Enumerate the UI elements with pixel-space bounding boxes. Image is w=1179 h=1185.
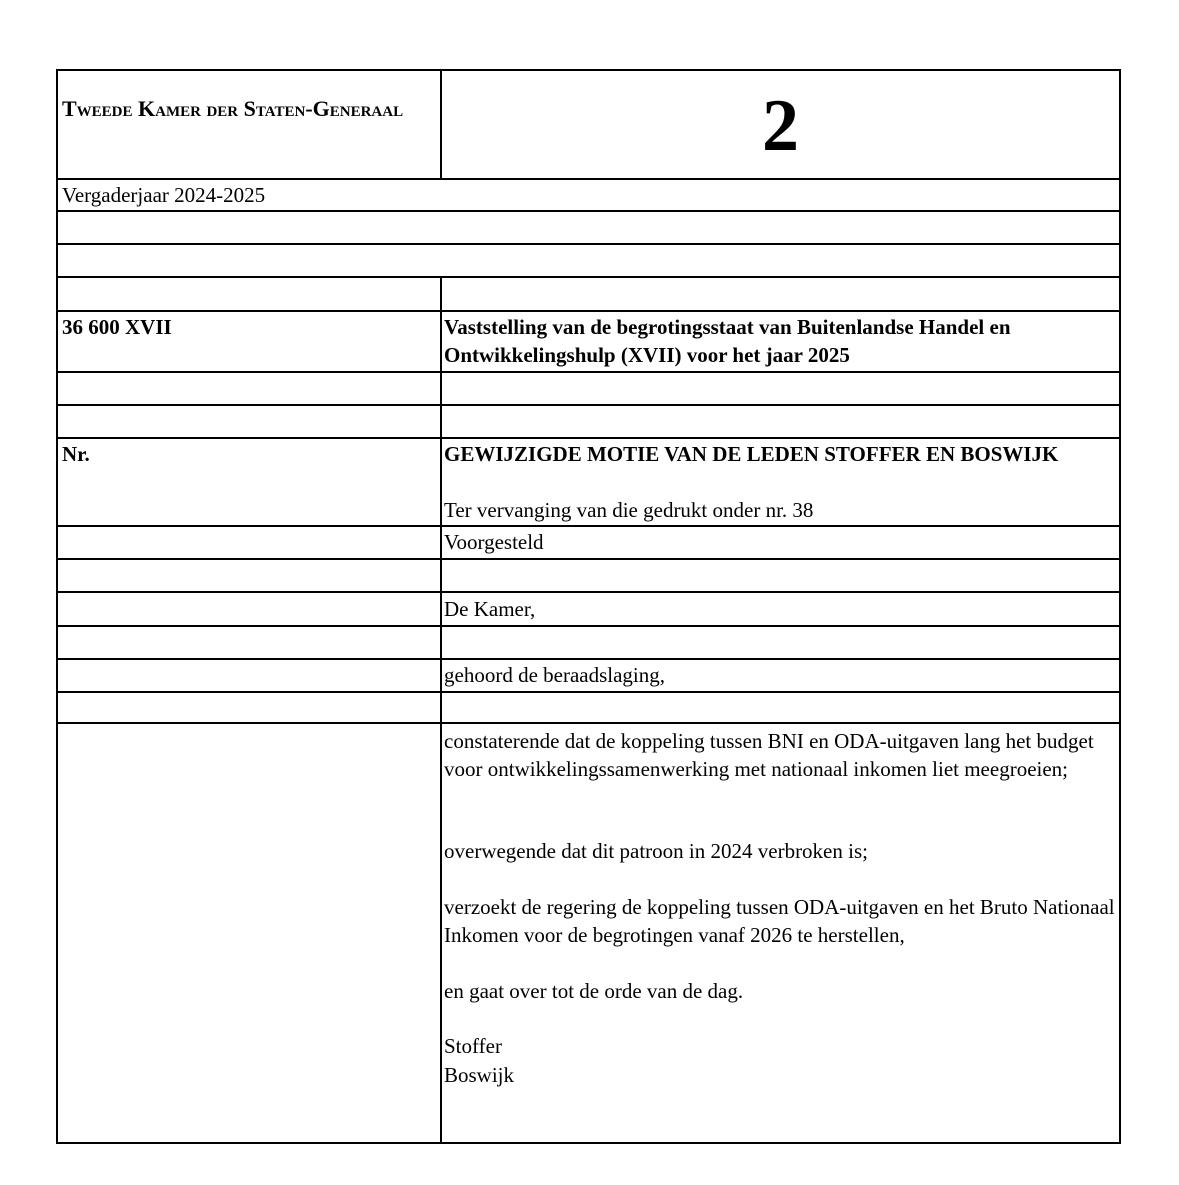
proposed-label: Voorgesteld xyxy=(444,530,544,554)
replacement-note: Ter vervanging van die gedrukt onder nr. 38 xyxy=(444,498,814,522)
row-divider xyxy=(58,525,1119,527)
row-divider xyxy=(58,558,1119,560)
row-divider xyxy=(58,404,1119,406)
column-divider xyxy=(440,276,442,1142)
chamber-line: De Kamer, xyxy=(444,597,536,621)
document-number: 2 xyxy=(762,85,799,167)
row-divider xyxy=(58,625,1119,627)
considering-paragraph: constaterende dat de koppeling tussen BNI en ODA-uitgaven lang het budget voor ontwikkelingssamenwerking met nationaal inkomen liet meegroeien; xyxy=(444,729,1094,781)
request-paragraph: verzoekt de regering de koppeling tussen ODA-uitgaven en het Bruto Nationaal Inkomen voor de begrotingen vanaf 2026 te herstellen, xyxy=(444,895,1115,947)
nr-label: Nr. xyxy=(62,442,90,466)
signatory-2: Boswijk xyxy=(444,1063,515,1087)
organization-name: Tweede Kamer der Staten-Generaal xyxy=(62,96,404,121)
motion-title: GEWIJZIGDE MOTIE VAN DE LEDEN STOFFER EN BOSWIJK xyxy=(444,442,1059,466)
row-divider xyxy=(58,658,1119,660)
row-divider xyxy=(58,276,1119,278)
row-divider xyxy=(58,437,1119,439)
dossier-title: Vaststelling van de begrotingsstaat van Buitenlandse Handel en Ontwikkelingshulp (XVII) voor het jaar 2025 xyxy=(444,315,1011,367)
session-year: Vergaderjaar 2024-2025 xyxy=(62,183,266,207)
row-divider xyxy=(58,243,1119,245)
row-divider xyxy=(58,371,1119,373)
row-divider xyxy=(58,591,1119,593)
dossier-number: 36 600 XVII xyxy=(62,315,172,339)
heard-line: gehoord de beraadslaging, xyxy=(444,663,666,687)
motion-document xyxy=(56,69,1121,1144)
weighing-paragraph: overwegende dat dit patroon in 2024 verbroken is; xyxy=(444,839,868,863)
row-divider xyxy=(58,691,1119,693)
row-divider xyxy=(58,210,1119,212)
row-divider xyxy=(58,722,1119,724)
row-divider xyxy=(58,178,1119,180)
signatory-1: Stoffer xyxy=(444,1034,502,1058)
closing-paragraph: en gaat over tot de orde van de dag. xyxy=(444,979,744,1003)
row-divider xyxy=(58,310,1119,312)
